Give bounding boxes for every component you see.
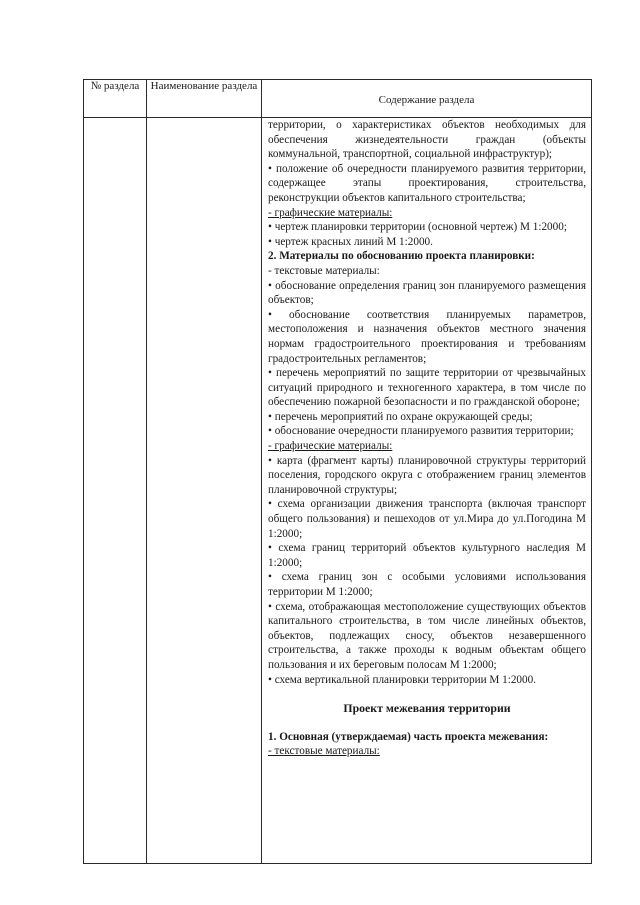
content-bullet: • положение об очередности планируемого развития территории, содержащее этапы проектирования, строительства, реконструкции объектов капитального строительства; [268, 162, 586, 204]
graphic-materials-label: - графические материалы: [268, 206, 393, 219]
header-number: № раздела [84, 80, 147, 118]
sections-table [83, 79, 592, 864]
cell-content [262, 118, 592, 864]
header-name: Наименование раздела [147, 80, 262, 118]
survey-section-1-title: 1. Основная (утверждаемая) часть проекта межевания: [268, 730, 549, 743]
cell-number [84, 118, 147, 864]
survey-project-title: Проект межевания территории [343, 701, 511, 716]
content-bullet: • перечень мероприятий по охране окружающей среды; [268, 410, 533, 423]
table-row [84, 118, 592, 864]
content-bullet: • схема, отображающая местоположение существующих объектов капитального строительства, в том числе линейных объектов, объектов, подлежащих сносу, объектов незавершенного строительства, а также проходы к водным объектам общего пользования и их береговым полосам М 1:2000; [268, 600, 586, 671]
table-header-row [84, 80, 592, 118]
content-bullet: • обоснование очередности планируемого развития территории; [268, 425, 574, 438]
content-bullet: • карта (фрагмент карты) планировочной структуры территорий поселения, городского округа с отображением границ элементов планировочной структуры; [268, 454, 586, 496]
graphic-materials-label: - графические материалы: [268, 440, 393, 453]
header-content: Содержание раздела [262, 80, 592, 118]
survey-text-materials-label: - текстовые материалы: [268, 745, 380, 758]
content-bullet: • обоснование соответствия планируемых параметров, местоположения и назначения объектов местного значения нормам градостроительного проектирования и требованиям градостроительных регламентов; [268, 308, 586, 365]
content-paragraph: территории, о характеристиках объектов необходимых для обеспечения жизнедеятельности граждан (объекты коммунальной, транспортной, социальной инфраструктур); [268, 119, 586, 161]
content-bullet: • обоснование определения границ зон планируемого размещения объектов; [268, 279, 586, 307]
text-materials-label: - текстовые материалы: [268, 264, 380, 277]
cell-name [147, 118, 262, 864]
content-bullet: • схема вертикальной планировки территории М 1:2000. [268, 673, 537, 686]
content-bullet: • схема организации движения транспорта (включая транспорт общего пользования) и пешеходов от ул.Мира до ул.Погодина М 1:2000; [268, 498, 586, 540]
content-bullet: • чертеж красных линий М 1:2000. [268, 235, 433, 248]
content-bullet: • перечень мероприятий по защите территории от чрезвычайных ситуаций природного и техногенного характера, в том числе по обеспечению пожарной безопасности и по гражданской обороне; [268, 367, 586, 409]
section-2-title: 2. Материалы по обоснованию проекта планировки: [268, 250, 535, 263]
content-bullet: • схема границ территорий объектов культурного наследия М 1:2000; [268, 542, 586, 569]
content-bullet: • схема границ зон с особыми условиями использования территории М 1:2000; [268, 571, 586, 598]
content-bullet: • чертеж планировки территории (основной чертеж) М 1:2000; [268, 221, 567, 234]
